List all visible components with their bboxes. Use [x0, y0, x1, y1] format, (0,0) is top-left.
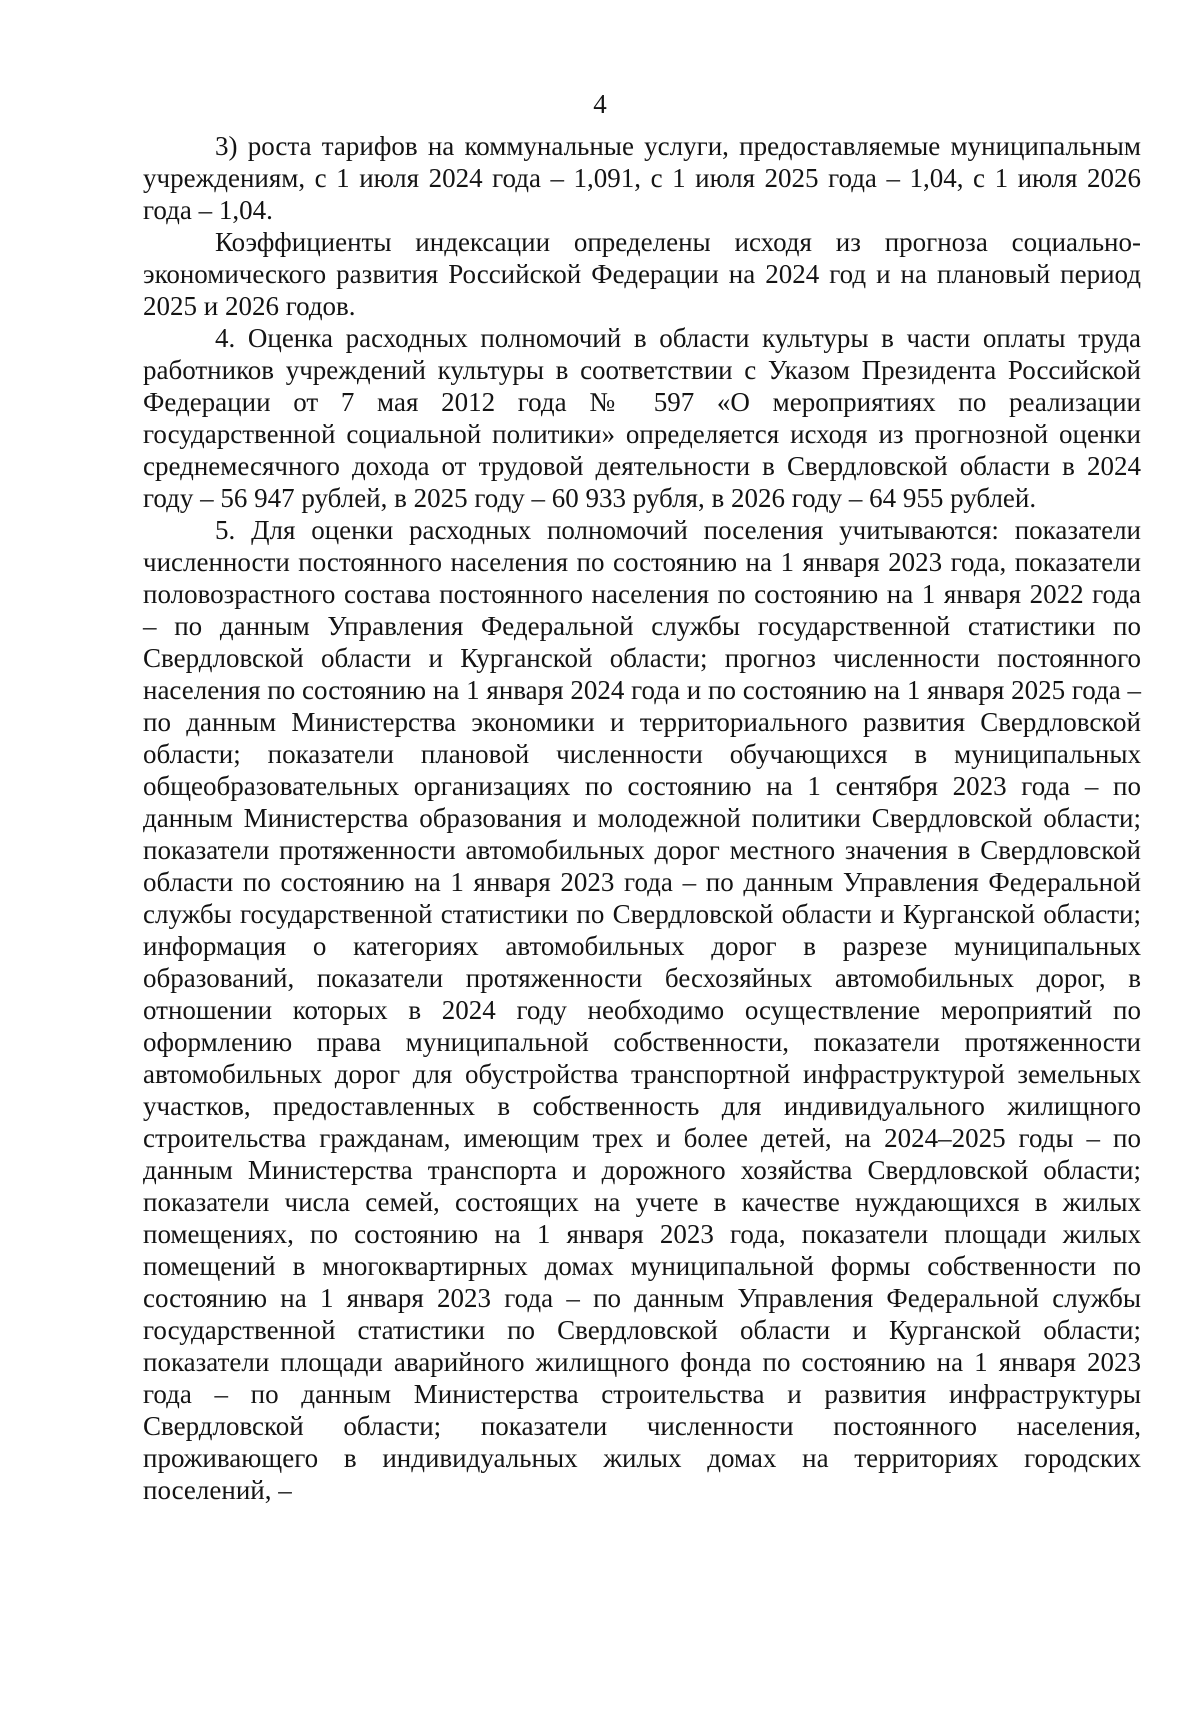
paragraph-settlement-indicators: 5. Для оценки расходных полномочий поселения учитываются: показатели численности постоянного населения по состоянию на 1 января 2023 года, показатели половозрастного состава постоянного населения по состоянию на 1 января 2022 года – по данным Управления Федеральной службы государственной статистики по Свердловской области и Курганской области; прогноз численности постоянного населения по состоянию на 1 января 2024 года и по состоянию на 1 января 2025 года – по данным Министерства экономики и территориального развития Свердловской области; показатели плановой численности обучающихся в муниципальных общеобразовательных организациях по состоянию на 1 сентября 2023 года – по данным Министерства образования и молодежной политики Свердловской области; показатели протяженности автомобильных дорог местного значения в Свердловской области по состоянию на 1 января 2023 года – по данным Управления Федеральной службы государственной статистики по Свердловской области и Курганской области; информация о категориях автомобильных дорог в разрезе муниципальных образований, показатели протяженности бесхозяйных автомобильных дорог, в отношении которых в 2024 году необходимо осуществление мероприятий по оформлению права муниципальной собственности, показатели протяженности автомобильных дорог для обустройства транспортной инфраструктурой земельных участков, предоставленных в собственность для индивидуального жилищного строительства гражданам, имеющим трех и более детей, на 2024–2025 годы – по данным Министерства транспорта и дорожного хозяйства Свердловской области; показатели числа семей, состоящих на учете в качестве нуждающихся в жилых помещениях, по состоянию на 1 января 2023 года, показатели площади жилых помещений в многоквартирных домах муниципальной формы собственности по состоянию на 1 января 2023 года – по данным Управления Федеральной службы государственной статистики по Свердловской области и Курганской области; показатели площади аварийного жилищного фонда по состоянию на 1 января 2023 года – по данным Министерства строительства и развития инфраструктуры Свердловской области; показатели численности постоянного населения, проживающего в индивидуальных жилых домах на территориях городских поселений, – — [143, 515, 1141, 1505]
page-number: 4 — [593, 89, 607, 119]
paragraph-utility-tariffs: 3) роста тарифов на коммунальные услуги, предоставляемые муниципальным учреждениям, с 1 июля 2024 года – 1,091, с 1 июля 2025 года – 1,04, с 1 июля 2026 года – 1,04. — [143, 131, 1141, 225]
document-body — [143, 130, 1141, 1506]
paragraph-indexation-coefficients: Коэффициенты индексации определены исходя из прогноза социально-экономического развития Российской Федерации на 2024 год и на плановый период 2025 и 2026 годов. — [143, 227, 1141, 321]
paragraph-culture-powers: 4. Оценка расходных полномочий в области культуры в части оплаты труда работников учреждений культуры в соответствии с Указом Президента Российской Федерации от 7 мая 2012 года № 597 «О мероприятиях по реализации государственной социальной политики» определяется исходя из прогнозной оценки среднемесячного дохода от трудовой деятельности в Свердловской области в 2024 году – 56 947 рублей, в 2025 году – 60 933 рубля, в 2026 году – 64 955 рублей. — [143, 323, 1141, 513]
